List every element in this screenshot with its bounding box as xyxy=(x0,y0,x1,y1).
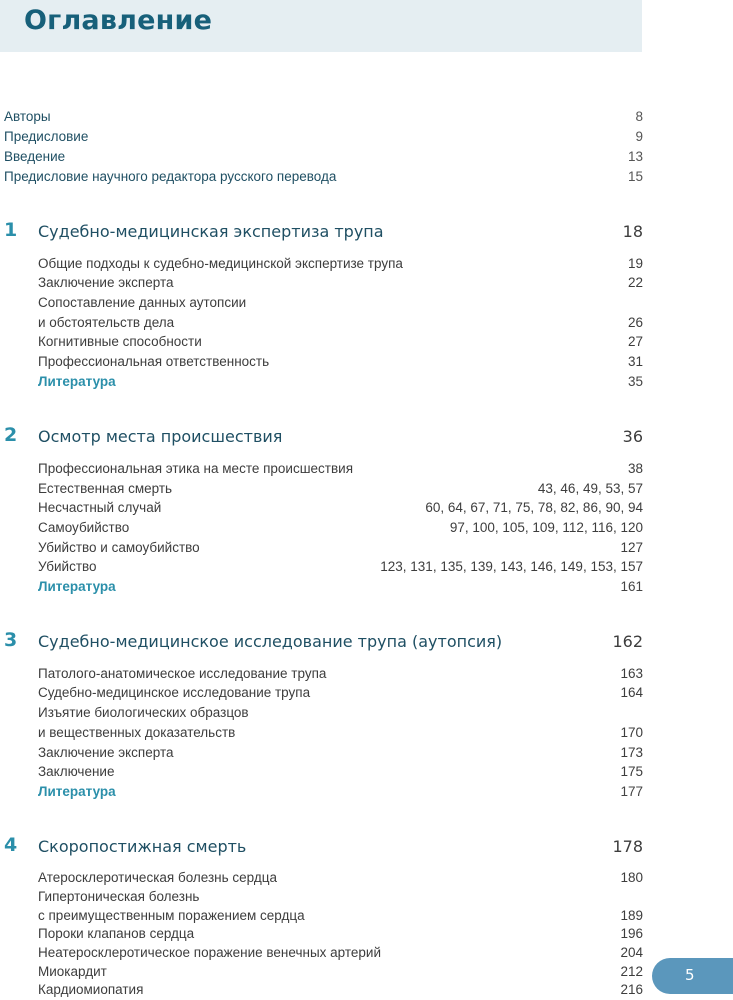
toc-entry-page: 31 xyxy=(627,354,643,369)
toc-entry-label: Миокардит xyxy=(38,964,107,979)
toc-entry-label: и вещественных доказательств xyxy=(38,725,236,740)
toc-entry-label: Сопоставление данных аутопсии xyxy=(38,295,247,310)
toc-entry-label: с преимущественным поражением сердца xyxy=(38,908,305,923)
chapter-title: Судебно-медицинская экспертиза трупа xyxy=(38,222,384,241)
chapter-number: 2 xyxy=(4,424,18,446)
toc-entry-label: Предисловие научного редактора русского перевода xyxy=(4,169,337,184)
chapter-number: 4 xyxy=(4,834,18,856)
toc-entry-label: Заключение xyxy=(38,764,115,779)
toc-entry-page: 175 xyxy=(620,764,643,779)
toc-entry-page: 19 xyxy=(627,256,643,271)
toc-entry-page: 164 xyxy=(620,685,643,700)
toc-entry-label: Естественная смерть xyxy=(38,481,173,496)
literature-page: 35 xyxy=(627,374,643,389)
toc-entry-label: Профессиональная ответственность xyxy=(38,354,270,369)
toc-entry-page: 38 xyxy=(627,461,643,476)
toc-entry-page: 15 xyxy=(627,169,643,184)
toc-entry-label: Патолого-анатомическое исследование трупа xyxy=(38,666,327,681)
chapter-title: Судебно-медицинское исследование трупа (аутопсия) xyxy=(38,632,503,651)
toc-entry-label: Изъятие биологических образцов xyxy=(38,705,249,720)
toc-entry-page: 170 xyxy=(620,725,643,740)
toc-entry-label: Неатеросклеротическое поражение венечных артерий xyxy=(38,945,381,960)
toc-entry-label: и обстоятельств дела xyxy=(38,315,175,330)
toc-entry-label: Убийство и самоубийство xyxy=(38,540,200,555)
toc-entry-label: Введение xyxy=(4,149,66,164)
toc-entry-label: Кардиомиопатия xyxy=(38,982,144,997)
toc-entry-label: Предисловие xyxy=(4,129,89,144)
toc-entry-label: Атеросклеротическая болезнь сердца xyxy=(38,870,277,885)
toc-entry-page: 216 xyxy=(620,982,643,997)
toc-entry-page: 204 xyxy=(620,945,643,960)
chapter-page: 36 xyxy=(622,427,643,446)
chapter-number: 3 xyxy=(4,629,18,651)
toc-entry-page: 163 xyxy=(620,666,643,681)
chapter-page: 162 xyxy=(612,632,643,651)
toc-entry-label: Авторы xyxy=(4,109,51,124)
literature-page: 161 xyxy=(620,579,643,594)
toc-entry-page: 189 xyxy=(620,908,643,923)
toc-entry-label: Пороки клапанов сердца xyxy=(38,926,195,941)
toc-entry-label: Общие подходы к судебно-медицинской экспертизе трупа xyxy=(38,256,403,271)
literature-page: 177 xyxy=(620,784,643,799)
toc-entry-page: 212 xyxy=(620,964,643,979)
toc-entry-page: 27 xyxy=(627,334,643,349)
literature-label: Литература xyxy=(38,784,116,799)
toc-entry-page: 26 xyxy=(627,315,643,330)
toc-entry-page: 13 xyxy=(627,149,643,164)
toc-entry-label: Судебно-медицинское исследование трупа xyxy=(38,685,311,700)
toc-entry-page: 8 xyxy=(635,109,643,124)
toc-entry-label: Гипертоническая болезнь xyxy=(38,889,200,904)
toc-entry-page: 123, 131, 135, 139, 143, 146, 149, 153, 157 xyxy=(380,559,643,574)
toc-entry-label: Когнитивные способности xyxy=(38,334,202,349)
chapter-page: 18 xyxy=(622,222,643,241)
toc-entry-label: Заключение эксперта xyxy=(38,745,174,760)
toc-entry-label: Убийство xyxy=(38,559,97,574)
chapter-number: 1 xyxy=(4,219,18,241)
literature-label: Литература xyxy=(38,579,116,594)
toc-entry-page: 43, 46, 49, 53, 57 xyxy=(537,481,643,496)
toc-entry-label: Заключение эксперта xyxy=(38,275,174,290)
toc-entry-label: Самоубийство xyxy=(38,520,130,535)
toc-entry-page: 22 xyxy=(627,275,643,290)
toc-entry-page: 97, 100, 105, 109, 112, 116, 120 xyxy=(449,520,643,535)
page-number-badge xyxy=(652,958,733,994)
toc-entry-page: 127 xyxy=(620,540,643,555)
toc-entry-page: 60, 64, 67, 71, 75, 78, 82, 86, 90, 94 xyxy=(425,500,643,515)
literature-label: Литература xyxy=(38,374,116,389)
chapter-page: 178 xyxy=(612,837,643,856)
toc-entry-page: 180 xyxy=(620,870,643,885)
toc-entry-label: Несчастный случай xyxy=(38,500,162,515)
page-title: Оглавление xyxy=(24,5,213,36)
toc-entry-page: 9 xyxy=(635,129,643,144)
chapter-title: Осмотр места происшествия xyxy=(38,427,283,446)
toc-entry-page: 173 xyxy=(620,745,643,760)
toc-entry-label: Профессиональная этика на месте происшествия xyxy=(38,461,354,476)
toc-entry-page: 196 xyxy=(620,926,643,941)
page-number: 5 xyxy=(685,966,695,984)
chapter-title: Скоропостижная смерть xyxy=(38,837,247,856)
